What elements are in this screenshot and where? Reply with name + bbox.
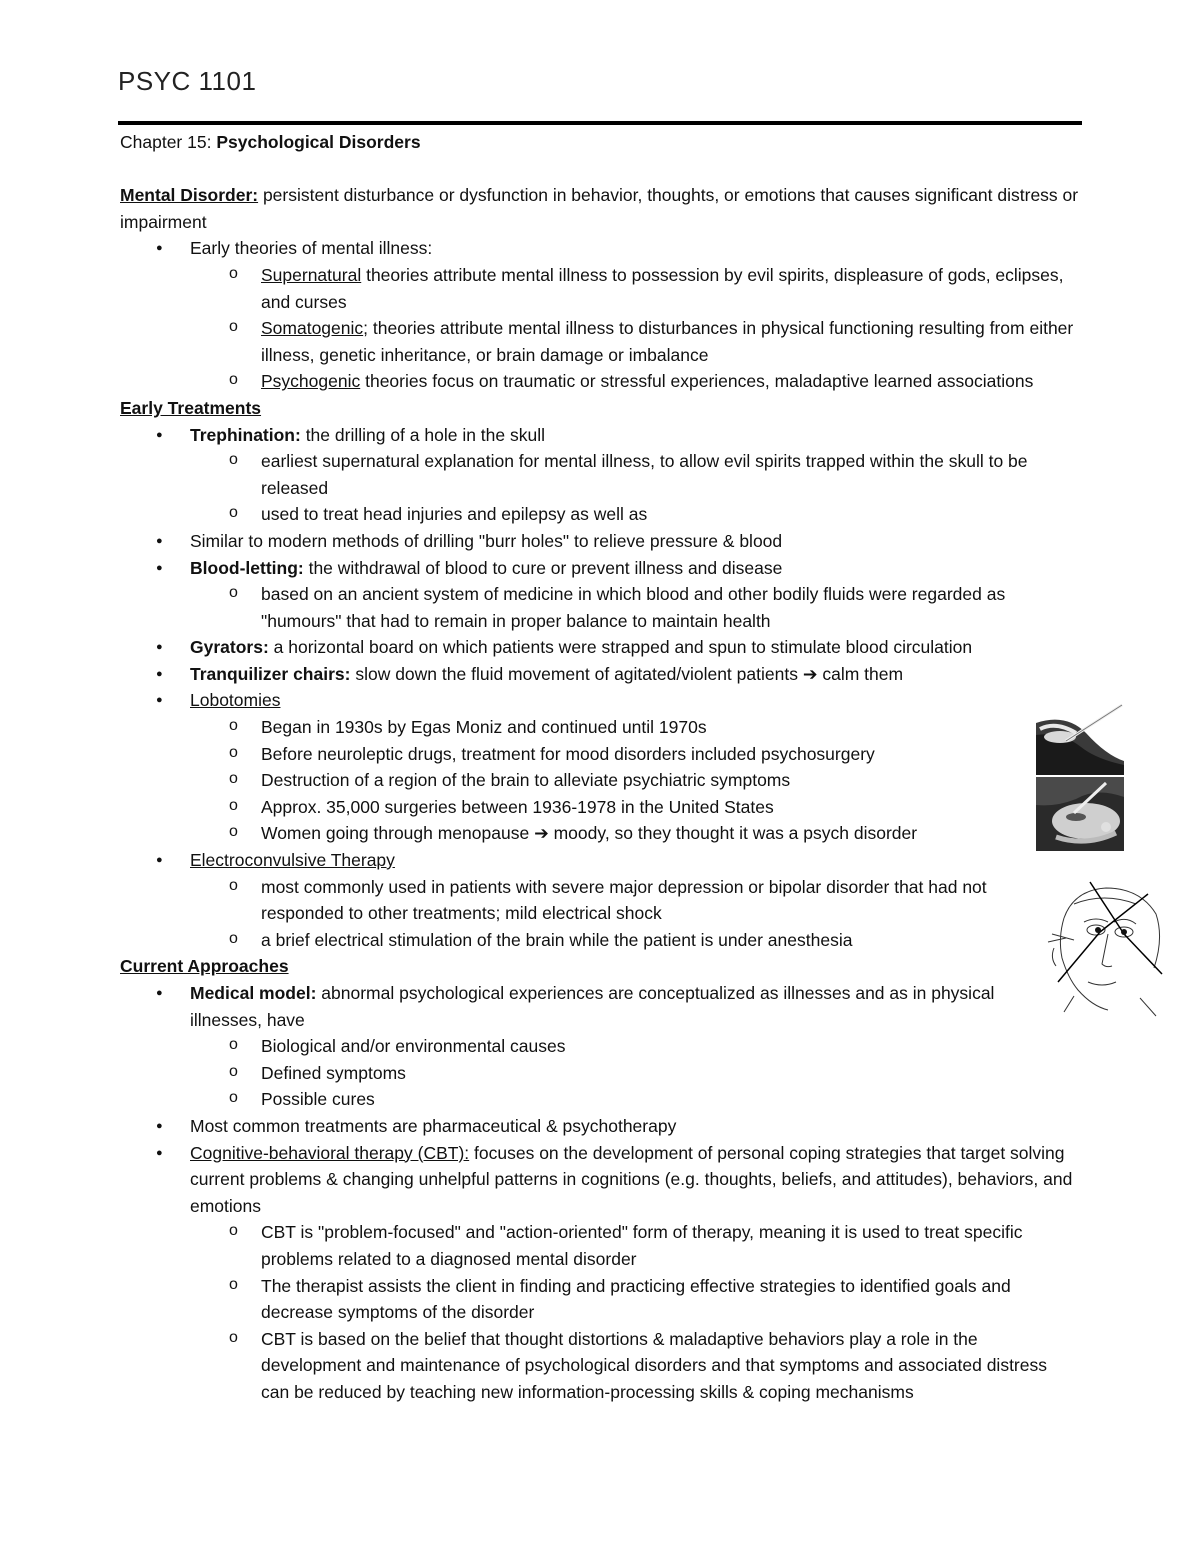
sub-trephination-1: o earliest supernatural explanation for mental illness, to allow evil spirits trapped within the skull to be released [120, 448, 1080, 501]
term-gyrators: Gyrators: [190, 637, 269, 658]
bullet-ect [120, 847, 1080, 874]
text-supernatural: theories attribute mental illness to possession by evil spirits, displeasure of gods, eclipses, and curses [261, 264, 1064, 312]
sub-ect-1: o most commonly used in patients with severe major depression or bipolar disorder that had not responded to other treatments; mild electrical shock [120, 874, 1080, 927]
text-psychogenic: theories focus on traumatic or stressful experiences, maladaptive learned associations [360, 371, 1034, 392]
sub-cbt-1: o CBT is "problem-focused" and "action-oriented" form of therapy, meaning it is used to treat specific problems related to a diagnosed mental disorder [120, 1219, 1080, 1272]
bullet-common-treatments: ● Most common treatments are pharmaceutical & psychotherapy [120, 1113, 1080, 1140]
lobotomy-sketch [1044, 878, 1168, 1018]
sub-medical-2: o Defined symptoms [120, 1060, 1080, 1087]
sub-lobotomy-2: o Before neuroleptic drugs, treatment for mood disorders included psychosurgery [120, 741, 1080, 768]
sub-ect-2: o a brief electrical stimulation of the brain while the patient is under anesthesia [120, 927, 1080, 954]
sub-supernatural [120, 262, 1080, 315]
term-tranquilizer: Tranquilizer chairs: [190, 663, 351, 684]
arrow-icon: ➔ [534, 823, 549, 844]
heading-early-treatments: Early Treatments [120, 397, 262, 418]
text-tranquilizer-tail: calm them [817, 663, 904, 684]
term-medical-model: Medical model: [190, 983, 317, 1003]
term-psychogenic: Psychogenic [261, 371, 361, 392]
mental-disorder-term: Mental Disorder: [120, 185, 259, 206]
text-medical-model: abnormal psychological experiences are conceptualized as illnesses and as in physical illnesses, have [190, 983, 995, 1030]
lobotomy-photo-bottom [1036, 777, 1124, 851]
term-somatogenic: Somatogenic [261, 318, 364, 339]
term-cbt: Cognitive-behavioral therapy (CBT): [190, 1142, 470, 1163]
mental-disorder-text: persistent disturbance or dysfunction in behavior, thoughts, or emotions that causes significant distress or impairment [120, 185, 1079, 232]
text-tranquilizer: slow down the fluid movement of agitated/violent patients [350, 663, 803, 684]
text-blood-letting: the withdrawal of blood to cure or prevent illness and disease [303, 557, 783, 578]
text-cbt: focuses on the development of personal coping strategies that target solving current problems & changing unhelpful patterns in cognitions (e.g. thoughts, beliefs, and attitudes), behaviors, and emotions [190, 1142, 1073, 1216]
sub-lobotomy-4: o Approx. 35,000 surgeries between 1936-1978 in the United States [120, 794, 1080, 821]
term-supernatural: Supernatural [261, 264, 362, 285]
mental-disorder-definition [120, 182, 1080, 235]
chapter-prefix: Chapter 15: [120, 132, 212, 152]
term-lobotomies: Lobotomies [190, 690, 281, 711]
bullet-lobotomies [120, 687, 1080, 714]
lobotomy-photo-top [1036, 703, 1124, 775]
text-somatogenic: ; theories attribute mental illness to disturbances in physical functioning resulting from either illness, genetic inheritance, or brain damage or imbalance [261, 318, 1074, 365]
text-moody: moody, so they thought it was a psych disorder [548, 823, 918, 844]
notes-body [120, 129, 1080, 1406]
chapter-title [120, 129, 1080, 156]
bullet-medical-model [120, 980, 1080, 1033]
bullet-tranquilizer [120, 661, 1080, 688]
bullet-early-theories: ● Early theories of mental illness: [120, 235, 1080, 262]
course-header: PSYC 1101 [118, 66, 257, 96]
bullet-burr-holes: ● Similar to modern methods of drilling "burr holes" to relieve pressure & blood [120, 528, 1080, 555]
sub-somatogenic [120, 315, 1080, 368]
sub-cbt-2: o The therapist assists the client in finding and practicing effective strategies to identified goals and decrease symptoms of the disorder [120, 1273, 1080, 1326]
sub-humours: o based on an ancient system of medicine in which blood and other bodily fluids were regarded as "humours" that had to remain in proper balance to maintain health [120, 581, 1080, 634]
bullet-gyrators [120, 634, 1080, 661]
sub-medical-3: o Possible cures [120, 1086, 1080, 1113]
text-menopause: Women going through menopause [261, 823, 535, 844]
term-trephination: Trephination: [190, 424, 301, 445]
sub-lobotomy-3: o Destruction of a region of the brain to alleviate psychiatric symptoms [120, 767, 1080, 794]
sub-cbt-3: o CBT is based on the belief that thought distortions & maladaptive behaviors play a role in the development and maintenance of psychological disorders and that symptoms and associated distress can be reduced by teaching new information-processing skills & coping mechanisms [120, 1326, 1080, 1406]
header-rule [118, 121, 1082, 125]
sub-trephination-2: o used to treat head injuries and epilepsy as well as [120, 501, 1080, 528]
chapter-name: Psychological Disorders [216, 132, 421, 152]
sub-lobotomy-5 [120, 820, 1080, 847]
text-trephination: the drilling of a hole in the skull [300, 424, 545, 445]
term-ect: Electroconvulsive Therapy [190, 850, 395, 871]
bullet-blood-letting [120, 555, 1080, 582]
sub-lobotomy-1: o Began in 1930s by Egas Moniz and continued until 1970s [120, 714, 1080, 741]
bullet-cbt [120, 1140, 1080, 1220]
heading-current-approaches: Current Approaches [120, 956, 289, 977]
sub-psychogenic [120, 368, 1080, 395]
bullet-trephination [120, 422, 1080, 449]
text-gyrators: a horizontal board on which patients were strapped and spun to stimulate blood circulation [268, 637, 973, 658]
arrow-icon: ➔ [802, 663, 818, 684]
sub-medical-1: o Biological and/or environmental causes [120, 1033, 1080, 1060]
term-blood-letting: Blood-letting: [190, 557, 304, 578]
